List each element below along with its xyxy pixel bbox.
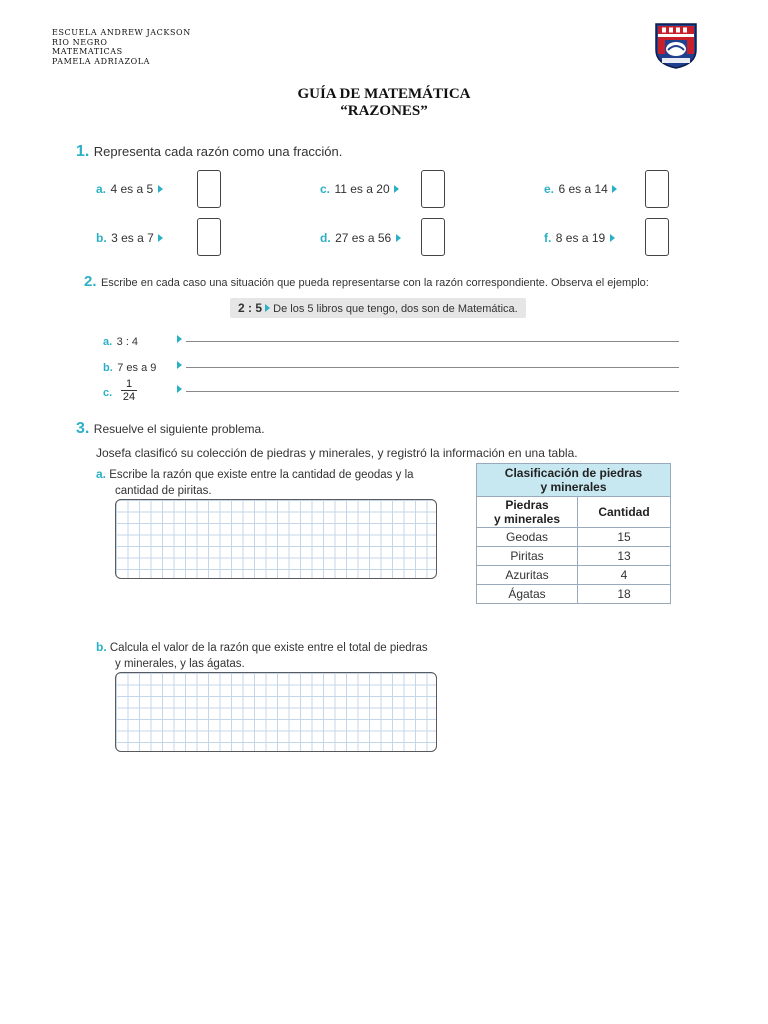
table-row xyxy=(477,547,671,566)
item-letter: d. xyxy=(320,231,331,245)
triangle-right-icon xyxy=(177,361,182,369)
answer-box-a[interactable] xyxy=(197,170,221,208)
fraction-denominator: 24 xyxy=(122,391,136,403)
col1-line1: Piedras xyxy=(505,498,549,512)
item-letter: e. xyxy=(544,182,555,196)
item-letter: a. xyxy=(103,336,113,348)
triangle-right-icon xyxy=(612,185,617,193)
q2-item-c xyxy=(103,383,112,401)
question-2-header xyxy=(84,273,684,291)
answer-line-b[interactable] xyxy=(186,367,679,368)
fraction-numerator: 1 xyxy=(125,378,133,390)
q3-part-b xyxy=(96,639,428,672)
item-letter: b. xyxy=(96,231,107,245)
item-letter: c. xyxy=(103,387,113,399)
answer-line-c[interactable] xyxy=(186,391,679,392)
answer-grid-a[interactable] xyxy=(115,499,437,579)
school-name: ESCUELA ANDREW JACKSON xyxy=(52,28,191,37)
teacher-name: PAMELA ADRIAZOLA xyxy=(52,56,151,66)
example-text: De los 5 libros que tengo, dos son de Matemática. xyxy=(273,303,518,315)
stones-table xyxy=(476,463,671,604)
part-a-text-1: Escribe la razón que existe entre la cantidad de geodas y la xyxy=(109,469,414,481)
question-1-number: 1. xyxy=(76,143,90,160)
q1-item-e xyxy=(544,180,617,198)
q1-item-c xyxy=(320,180,399,198)
question-2-text: Escribe en cada caso una situación que pueda representarse con la razón correspondiente. Observa el ejemplo: xyxy=(100,277,649,289)
triangle-right-icon xyxy=(158,185,163,193)
triangle-right-icon xyxy=(396,234,401,242)
item-letter: b. xyxy=(103,362,113,374)
item-letter: a. xyxy=(96,182,107,196)
city-name: RIO NEGRO xyxy=(52,37,108,47)
table-cell-qty: 13 xyxy=(578,547,671,566)
table-row xyxy=(477,566,671,585)
col1-line2: y minerales xyxy=(493,512,561,526)
answer-line-a[interactable] xyxy=(186,341,679,342)
answer-box-e[interactable] xyxy=(645,170,669,208)
question-3-header xyxy=(76,420,265,438)
triangle-right-icon xyxy=(158,234,163,242)
q1-item-a xyxy=(96,180,163,198)
subject-name: MATEMATICAS xyxy=(52,47,123,56)
answer-grid-b[interactable] xyxy=(115,672,437,752)
table-title-2: y minerales xyxy=(540,480,607,494)
table-col-header-name xyxy=(477,497,578,528)
question-3-text: Resuelve el siguiente problema. xyxy=(93,422,265,436)
q2-item-b xyxy=(103,358,156,376)
part-b-text-2: y minerales, y las ágatas. xyxy=(115,658,245,670)
q3-part-a xyxy=(96,466,414,499)
q1-item-d xyxy=(320,229,401,247)
question-1-text: Representa cada razón como una fracción. xyxy=(93,144,343,159)
question-3-number: 3. xyxy=(76,420,90,437)
triangle-right-icon xyxy=(394,185,399,193)
item-letter: a. xyxy=(96,467,107,481)
table-col-header-qty: Cantidad xyxy=(578,497,671,528)
item-letter: c. xyxy=(320,182,331,196)
table-title xyxy=(477,464,671,497)
question-2-number: 2. xyxy=(84,273,97,290)
triangle-right-icon xyxy=(177,385,182,393)
table-title-1: Clasificación de piedras xyxy=(504,466,643,480)
question-3-intro: Josefa clasificó su colección de piedras y minerales, y registró la información en una tabla. xyxy=(96,446,578,460)
item-text: 6 es a 14 xyxy=(558,182,608,196)
table-cell-name: Azuritas xyxy=(477,566,578,585)
item-text: 27 es a 56 xyxy=(335,231,392,245)
table-cell-qty: 18 xyxy=(578,585,671,604)
answer-box-f[interactable] xyxy=(645,218,669,256)
q2-item-a xyxy=(103,332,138,350)
table-cell-qty: 15 xyxy=(578,528,671,547)
page-subtitle: “RAZONES” xyxy=(340,103,428,119)
example-box xyxy=(230,298,526,318)
header-info xyxy=(52,28,191,66)
answer-box-d[interactable] xyxy=(421,218,445,256)
item-letter: f. xyxy=(544,231,552,245)
example-ratio: 2 : 5 xyxy=(238,301,263,315)
item-text: 3 es a 7 xyxy=(111,231,154,245)
item-text: 3 : 4 xyxy=(116,336,139,348)
answer-box-b[interactable] xyxy=(197,218,221,256)
table-cell-name: Ágatas xyxy=(477,585,578,604)
q1-item-f xyxy=(544,229,615,247)
school-crest-icon xyxy=(654,22,698,70)
triangle-right-icon xyxy=(177,335,182,343)
answer-box-c[interactable] xyxy=(421,170,445,208)
item-letter: b. xyxy=(96,640,107,654)
table-row xyxy=(477,528,671,547)
q1-item-b xyxy=(96,229,163,247)
table-cell-name: Piritas xyxy=(477,547,578,566)
triangle-right-icon xyxy=(610,234,615,242)
table-cell-name: Geodas xyxy=(477,528,578,547)
triangle-right-icon xyxy=(265,304,270,312)
fraction-1-24 xyxy=(121,378,137,403)
item-text: 8 es a 19 xyxy=(555,231,606,245)
page-title: GUÍA DE MATEMÁTICA xyxy=(297,86,471,102)
part-a-text-2: cantidad de piritas. xyxy=(115,485,212,497)
item-text: 11 es a 20 xyxy=(334,182,390,196)
item-text: 7 es a 9 xyxy=(117,362,157,374)
question-1-header xyxy=(76,143,342,161)
item-text: 4 es a 5 xyxy=(110,182,154,196)
table-row xyxy=(477,585,671,604)
table-cell-qty: 4 xyxy=(578,566,671,585)
part-b-text-1: Calcula el valor de la razón que existe entre el total de piedras xyxy=(109,642,428,654)
